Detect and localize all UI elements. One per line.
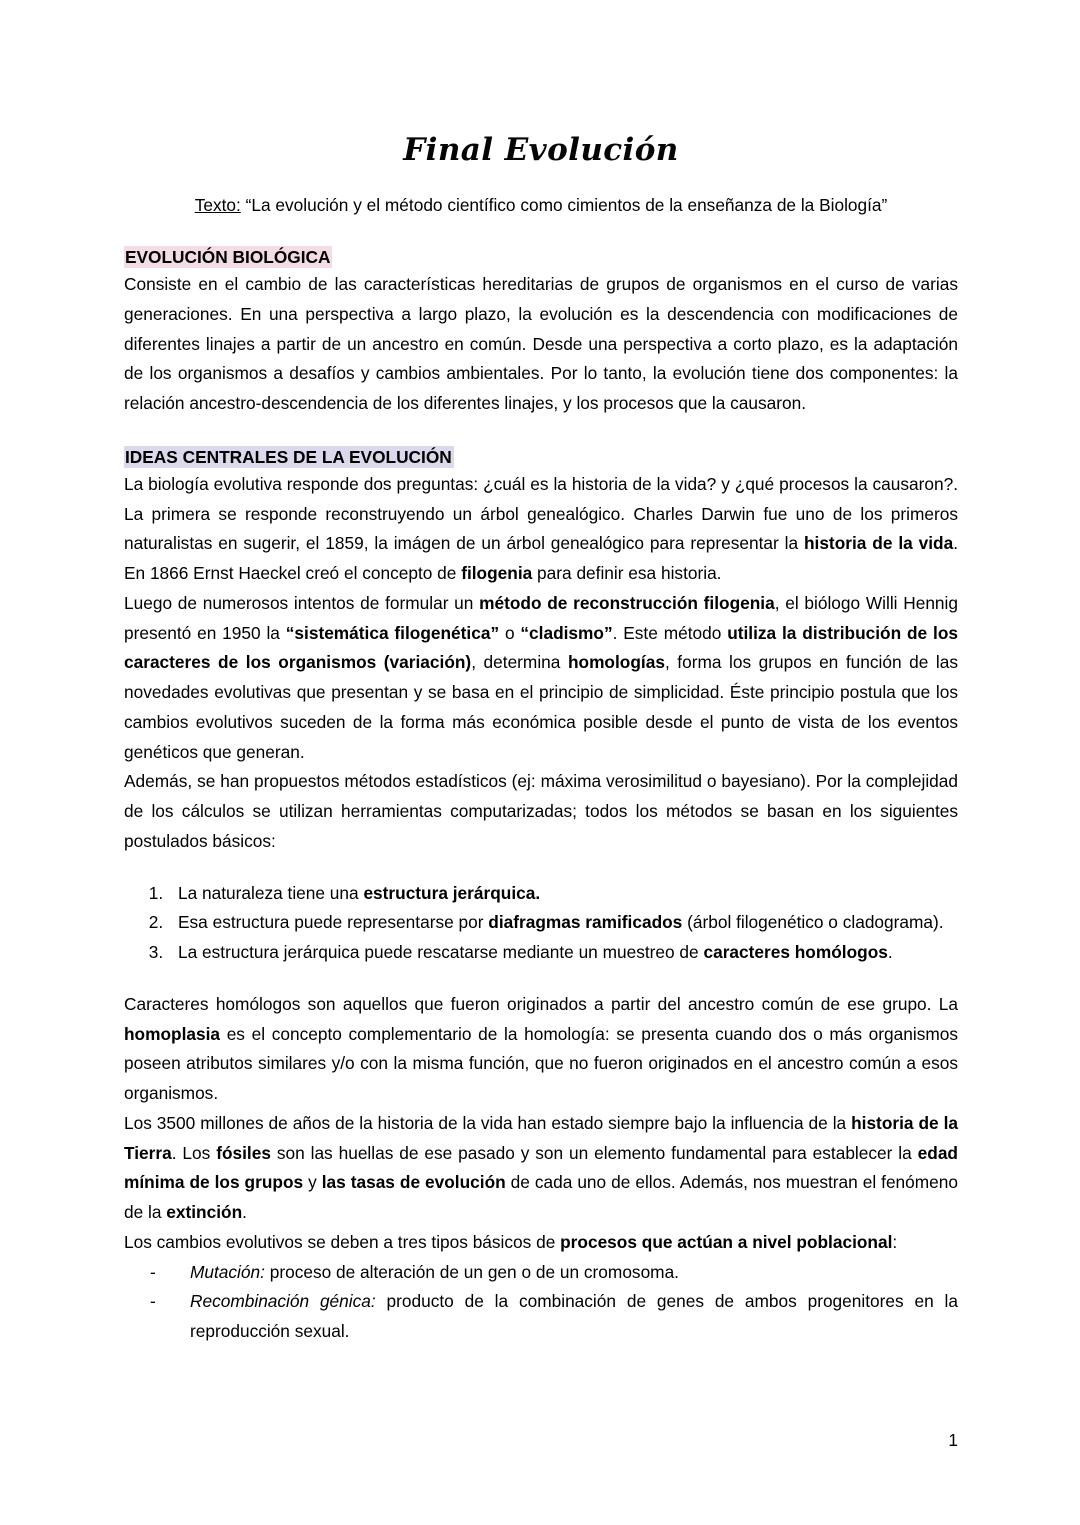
bold-utiliza-distribucion: utiliza la distribución de los caracteres de los organismos (variación) bbox=[124, 622, 958, 673]
bold-historia-de-la-tierra: historia de la Tierra bbox=[124, 1112, 958, 1163]
text-run: . Este método bbox=[612, 622, 728, 643]
bold-homoplasia: homoplasia bbox=[124, 1023, 221, 1044]
text-run: Caracteres homólogos son aquellos que fueron originados a partir del ancestro común de ese grupo. La bbox=[124, 993, 958, 1014]
list-item bbox=[168, 879, 958, 909]
text-run: La naturaleza tiene una bbox=[178, 882, 364, 903]
italic-mutacion: Mutación: bbox=[190, 1261, 265, 1282]
text-run: Los cambios evolutivos se deben a tres tipos básicos de bbox=[124, 1231, 561, 1252]
text-run: o bbox=[499, 622, 521, 643]
dash-marker: - bbox=[150, 1291, 156, 1312]
text-run: , el biólogo Willi Hennig presentó en 1950 la bbox=[124, 592, 958, 643]
dash-marker: - bbox=[150, 1261, 156, 1282]
text-run: Esa estructura puede representarse por bbox=[178, 912, 489, 933]
text-run: son las huellas de ese pasado y son un elemento fundamental para establecer la bbox=[270, 1142, 918, 1163]
text-run: : bbox=[892, 1231, 898, 1252]
bold-tasas-de-evolucion: las tasas de evolución bbox=[321, 1172, 506, 1193]
list-item bbox=[150, 1287, 958, 1347]
text-run: . bbox=[887, 942, 893, 963]
paragraph-ideas-centrales-1 bbox=[124, 470, 958, 589]
text-run: y bbox=[303, 1172, 322, 1193]
bold-edad-minima: edad mínima de los grupos bbox=[124, 1142, 958, 1193]
text-run: . Los bbox=[171, 1142, 217, 1163]
document-content bbox=[124, 0, 958, 1347]
text-run: . bbox=[242, 1202, 247, 1223]
text-run: La biología evolutiva responde dos preguntas: ¿cuál es la historia de la vida? y ¿qué procesos la causaron?. La primera se responde reconstruyendo un árbol genealógico. Charles Darwin fue uno de los primeros naturalistas en sugerir, el 1859, la imágen de un árbol genealógico para representar la bbox=[124, 473, 958, 554]
bold-homologias: homologías bbox=[567, 652, 665, 673]
section-heading-text: IDEAS CENTRALES DE LA EVOLUCIÓN bbox=[125, 446, 452, 467]
list-item bbox=[150, 1258, 958, 1288]
procesos-dash-list bbox=[124, 1258, 958, 1347]
text-run: Los 3500 millones de años de la historia de la vida han estado siempre bajo la influencia de la bbox=[124, 1112, 852, 1133]
bold-cladismo: “cladismo” bbox=[520, 622, 613, 643]
bold-sistematica-filogenetica: “sistemática filogenética” bbox=[285, 622, 500, 643]
paragraph-procesos-poblacionales bbox=[124, 1228, 958, 1258]
text-run: La estructura jerárquica puede rescatarse mediante un muestreo de bbox=[178, 942, 704, 963]
paragraph-metodos-estadisticos: Además, se han propuestos métodos estadísticos (ej: máxima verosimilitud o bayesiano). Por la complejidad de los cálculos se utilizan herramientas computarizadas; todos los métodos se basan en los siguientes postulados básicos: bbox=[124, 771, 958, 851]
bold-historia-de-la-vida: historia de la vida bbox=[803, 533, 954, 554]
section-heading-evolucion-biologica bbox=[124, 245, 958, 270]
paragraph-caracteres-homologos bbox=[124, 990, 958, 1109]
bold-diafragmas-ramificados: diafragmas ramificados bbox=[488, 912, 683, 933]
texto-label: Texto: bbox=[194, 195, 241, 216]
italic-recombinacion-genica: Recombinación génica: bbox=[190, 1291, 376, 1312]
bold-caracteres-homologos: caracteres homólogos bbox=[703, 942, 888, 963]
text-run: es el concepto complementario de la homología: se presenta cuando dos o más organismos poseen atributos similares y/o con la misma función, que no fueron originados en el ancestro común a esos organismos. bbox=[124, 1023, 958, 1104]
page-title: Final Evolución bbox=[403, 132, 679, 168]
text-run: producto de la combinación de genes de ambos progenitores en la reproducción sexual. bbox=[190, 1291, 959, 1342]
text-run: de cada uno de ellos. Además, nos muestran el fenómeno de la bbox=[124, 1172, 959, 1223]
section-heading-text: EVOLUCIÓN BIOLÓGICA bbox=[125, 247, 331, 268]
bold-fosiles: fósiles bbox=[216, 1142, 271, 1163]
postulados-list bbox=[124, 879, 958, 968]
text-run: (árbol filogenético o cladograma). bbox=[682, 912, 944, 933]
texto-quote: “La evolución y el método científico como cimientos de la enseñanza de la Biología” bbox=[245, 195, 888, 216]
text-run: Luego de numerosos intentos de formular un bbox=[124, 592, 480, 613]
page-number: 1 bbox=[948, 1430, 958, 1450]
list-item bbox=[168, 938, 958, 968]
bold-procesos-nivel-poblacional: procesos que actúan a nivel poblacional bbox=[560, 1231, 893, 1252]
section-heading-ideas-centrales bbox=[124, 445, 958, 470]
paragraph-evolucion-biologica: Consiste en el cambio de las características hereditarias de grupos de organismos en el curso de varias generaciones. En una perspectiva a largo plazo, la evolución es la descendencia con modificaciones de diferentes linajes a partir de un ancestro en común. Desde una perspectiva a corto plazo, es la adaptación de los organismos a desafíos y cambios ambientales. Por lo tanto, la evolución tiene dos componentes: la relación ancestro-descendencia de los diferentes linajes, y los procesos que la causaron. bbox=[124, 274, 958, 414]
paragraph-historia-tierra bbox=[124, 1109, 958, 1228]
bold-filogenia: filogenia bbox=[461, 563, 533, 584]
text-run: , forma los grupos en función de las novedades evolutivas que presentan y se basa en el principio de simplicidad. Éste principio postula que los cambios evolutivos suceden de la forma más económica posible desde el punto de vista de los eventos genéticos que generan. bbox=[124, 652, 958, 762]
bold-metodo-reconstruccion: método de reconstrucción filogenia bbox=[479, 592, 775, 613]
paragraph-ideas-centrales-2 bbox=[124, 589, 958, 768]
bold-extincion: extinción bbox=[166, 1202, 243, 1223]
text-run: . En 1866 Ernst Haeckel creó el concepto de bbox=[124, 533, 959, 584]
text-run: , determina bbox=[471, 652, 568, 673]
text-run: para definir esa historia. bbox=[532, 563, 722, 584]
list-item bbox=[168, 908, 958, 938]
source-text-line bbox=[124, 193, 958, 219]
bold-estructura-jerarquica: estructura jerárquica. bbox=[363, 882, 541, 903]
text-run: proceso de alteración de un gen o de un cromosoma. bbox=[264, 1261, 679, 1282]
